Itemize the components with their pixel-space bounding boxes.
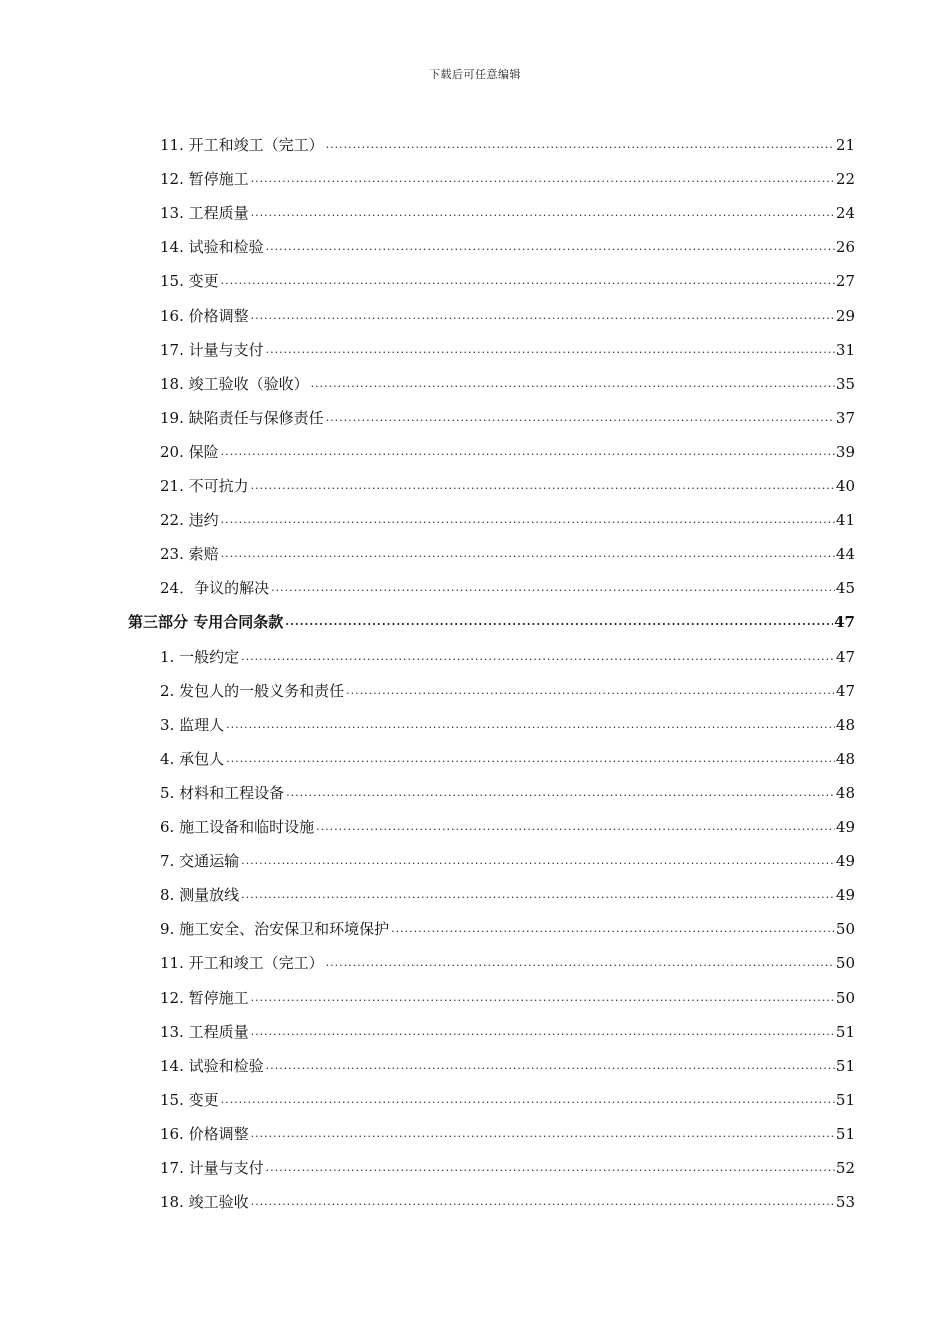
toc-entry-label: 16. 价格调整: [160, 1124, 249, 1143]
toc-page-number: 47: [834, 613, 855, 632]
toc-dot-leader: [266, 240, 835, 254]
toc-dot-leader: [251, 172, 835, 186]
toc-dot-leader: [251, 206, 835, 220]
toc-entry[interactable]: [160, 769, 855, 803]
toc-dot-leader: [241, 650, 835, 664]
toc-entry[interactable]: [160, 1076, 855, 1110]
toc-entry[interactable]: [160, 1110, 855, 1144]
toc-page-number: 53: [835, 1193, 855, 1212]
toc-page-number: 27: [835, 272, 855, 291]
toc-dot-leader: [251, 1195, 835, 1209]
toc-entry-label: 11. 开工和竣工（完工）: [160, 954, 324, 973]
toc-entry-label: 17. 计量与支付: [160, 1159, 264, 1177]
toc-entry[interactable]: [160, 735, 855, 769]
toc-entry-label: 7. 交通运输: [160, 852, 240, 871]
toc-entry[interactable]: [160, 974, 855, 1008]
toc-entry-label: 12. 暂停施工: [160, 988, 249, 1007]
toc-dot-leader: [266, 1161, 835, 1175]
toc-dot-leader: [221, 274, 835, 288]
toc-entry-label: 4. 承包人: [160, 749, 225, 768]
toc-entry-label: 18. 竣工验收: [160, 1193, 249, 1212]
toc-entry[interactable]: [160, 837, 855, 871]
toc-page-number: 51: [835, 1124, 855, 1143]
toc-page-number: 31: [835, 340, 855, 359]
toc-page-number: 50: [835, 920, 855, 939]
toc-dot-leader: [251, 991, 835, 1005]
toc-page-number: 44: [835, 545, 855, 564]
toc-dot-leader: [251, 309, 835, 323]
toc-entry-label: 13. 工程质量: [160, 204, 249, 223]
toc-entry-label: 2. 发包人的一般义务和责任: [160, 681, 345, 700]
toc-entry-label: 1. 一般约定: [160, 647, 240, 666]
toc-entry-label: 13. 工程质量: [160, 1022, 249, 1041]
toc-dot-leader: [285, 615, 833, 629]
toc-page-number: 49: [835, 818, 855, 836]
toc-dot-leader: [266, 1059, 835, 1073]
toc-dot-leader: [316, 820, 835, 834]
toc-entry[interactable]: [160, 905, 855, 939]
toc-page-number: 50: [835, 954, 855, 973]
toc-entry[interactable]: [160, 496, 855, 530]
toc-page-number: 48: [835, 749, 855, 768]
toc-entry-label: 5. 材料和工程设备: [160, 783, 285, 802]
toc-entry-label: 6. 施工设备和临时设施: [160, 818, 315, 836]
toc-entry[interactable]: [160, 1178, 855, 1212]
toc-dot-leader: [221, 513, 835, 527]
toc-dot-leader: [326, 956, 835, 970]
toc-entry-label: 15. 变更: [160, 272, 219, 291]
toc-entry[interactable]: [160, 428, 855, 462]
toc-page-number: 40: [835, 477, 855, 495]
toc-entry[interactable]: [160, 360, 855, 394]
toc-entry-label: 19. 缺陷责任与保修责任: [160, 408, 324, 427]
toc-dot-leader: [391, 922, 835, 936]
toc-entry-label: 22. 违约: [160, 511, 219, 530]
toc-entry-label: 第三部分 专用合同条款: [128, 613, 284, 632]
toc-entry[interactable]: [160, 326, 855, 360]
toc-entry[interactable]: [160, 633, 855, 667]
toc-page-number: 45: [835, 579, 855, 598]
toc-dot-leader: [241, 888, 835, 902]
toc-entry-label: 12. 暂停施工: [160, 170, 249, 189]
toc-entry[interactable]: [160, 189, 855, 223]
toc-entry[interactable]: [160, 121, 855, 155]
toc-entry-label: 9. 施工安全、治安保卫和环境保护: [160, 920, 390, 939]
toc-dot-leader: [221, 445, 835, 459]
toc-page-number: 39: [835, 442, 855, 461]
toc-dot-leader: [251, 1025, 835, 1039]
toc-entry-label: 17. 计量与支付: [160, 340, 264, 359]
toc-entry[interactable]: [160, 939, 855, 973]
toc-entry[interactable]: [160, 564, 855, 598]
toc-page-number: 52: [835, 1159, 855, 1177]
toc-dot-leader: [326, 138, 835, 152]
toc-dot-leader: [286, 786, 835, 800]
toc-entry[interactable]: [160, 1042, 855, 1076]
toc-page-number: 51: [835, 1090, 855, 1109]
toc-page-number: 48: [835, 715, 855, 734]
toc-page-number: 51: [835, 1022, 855, 1041]
toc-entry[interactable]: [160, 257, 855, 291]
toc-page-number: 41: [835, 511, 855, 530]
toc-page-number: 49: [835, 852, 855, 871]
toc-dot-leader: [221, 1093, 835, 1107]
toc-entry-label: 18. 竣工验收（验收）: [160, 374, 309, 393]
toc-dot-leader: [251, 479, 835, 493]
toc-entry-label: 21. 不可抗力: [160, 477, 249, 495]
toc-page-number: 26: [835, 238, 855, 257]
toc-entry[interactable]: [160, 223, 855, 257]
toc-entry[interactable]: [160, 394, 855, 428]
toc-dot-leader: [271, 581, 835, 595]
toc-entry-label: 14. 试验和检验: [160, 1056, 264, 1075]
toc-entry[interactable]: [160, 871, 855, 905]
toc-dot-leader: [311, 377, 835, 391]
toc-entry[interactable]: [160, 1144, 855, 1178]
page-header: 下载后可任意编辑: [429, 68, 521, 81]
toc-page-number: 49: [835, 886, 855, 905]
toc-page-number: 47: [835, 681, 855, 700]
toc-dot-leader: [251, 1127, 835, 1141]
toc-page-number: 50: [835, 988, 855, 1007]
toc-entry-label: 3. 监理人: [160, 715, 225, 734]
toc-entry[interactable]: [160, 1008, 855, 1042]
toc-entry-label: 20. 保险: [160, 442, 219, 461]
toc-entry[interactable]: [160, 530, 855, 564]
toc-page-number: 47: [835, 647, 855, 666]
toc-page-number: 29: [835, 306, 855, 325]
toc-entry-label: 16. 价格调整: [160, 306, 249, 325]
toc-dot-leader: [221, 547, 835, 561]
toc-entry-label: 15. 变更: [160, 1090, 219, 1109]
toc-entry-label: 23. 索赔: [160, 545, 219, 564]
toc-dot-leader: [241, 854, 835, 868]
toc-entry[interactable]: [160, 803, 855, 837]
toc-entry[interactable]: [160, 292, 855, 326]
toc-page-number: 48: [835, 783, 855, 802]
toc-page-number: 22: [835, 170, 855, 189]
toc-entry-label: 14. 试验和检验: [160, 238, 264, 257]
toc-page-number: 51: [835, 1056, 855, 1075]
toc-page-number: 37: [835, 408, 855, 427]
toc-entry[interactable]: [160, 667, 855, 701]
toc-dot-leader: [346, 684, 835, 698]
toc-page-number: 21: [835, 136, 855, 154]
toc-entry-label: 11. 开工和竣工（完工）: [160, 136, 324, 154]
toc-entry[interactable]: [160, 462, 855, 496]
toc-dot-leader: [326, 411, 835, 425]
toc-dot-leader: [266, 343, 835, 357]
toc-entry-label: 24．争议的解决: [160, 579, 270, 598]
toc-entry-label: 8. 测量放线: [160, 886, 240, 905]
toc-page-number: 24: [835, 204, 855, 223]
toc-dot-leader: [226, 752, 835, 766]
toc-section-heading[interactable]: [128, 598, 855, 632]
toc-dot-leader: [226, 718, 835, 732]
toc-entry[interactable]: [160, 155, 855, 189]
toc-page-number: 35: [835, 374, 855, 393]
toc-entry[interactable]: [160, 701, 855, 735]
